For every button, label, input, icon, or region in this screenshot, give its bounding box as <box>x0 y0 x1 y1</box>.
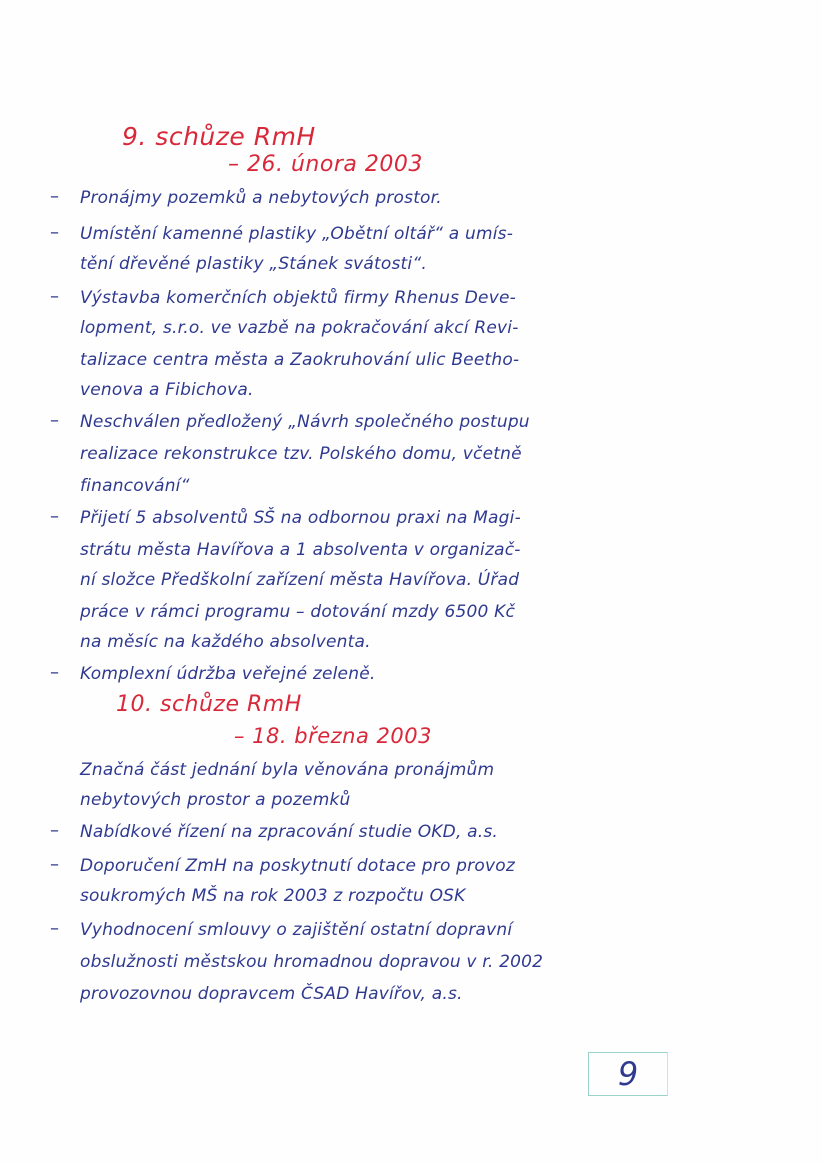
bullet-dash: – <box>50 506 59 527</box>
meeting10-item-2-line-2: soukromých MŠ na rok 2003 z rozpočtu OSK <box>80 886 466 906</box>
bullet-dash: – <box>50 918 59 939</box>
meeting9-date: – 26. února 2003 <box>228 152 423 177</box>
meeting10-title: 10. schůze RmH <box>116 692 302 717</box>
meeting9-item-2-line-2: tění dřevěné plastiky „Stánek svátosti“. <box>80 254 427 274</box>
meeting10-item-3-line-3: provozovnou dopravcem ČSAD Havířov, a.s. <box>80 984 463 1004</box>
meeting9-item-3-line-4: venova a Fibichova. <box>80 380 254 400</box>
meeting9-item-3-line-3: talizace centra města a Zaokruhování ulic Beetho- <box>80 350 520 370</box>
bullet-dash: – <box>50 222 59 243</box>
meeting10-item-3-line-2: obslužnosti městskou hromadnou dopravou v r. 2002 <box>80 952 544 972</box>
meeting10-item-2-line-1: Doporučení ZmH na poskytnutí dotace pro provoz <box>80 856 515 876</box>
bullet-dash: – <box>50 662 59 683</box>
meeting9-item-4-line-3: financování“ <box>80 476 190 496</box>
meeting9-title: 9. schůze RmH <box>122 122 316 151</box>
meeting9-item-5-line-4: práce v rámci programu – dotování mzdy 6500 Kč <box>80 602 516 622</box>
meeting9-item-3-line-2: lopment, s.r.o. ve vazbě na pokračování akcí Revi- <box>80 318 519 338</box>
meeting9-item-4-line-1: Neschválen předložený „Návrh společného postupu <box>80 412 530 432</box>
meeting9-item-5-line-3: ní složce Předškolní zařízení města Havířova. Úřad <box>80 570 520 590</box>
meeting9-item-5-line-2: strátu města Havířova a 1 absolventa v organizač- <box>80 540 521 560</box>
meeting9-item-5-line-1: Přijetí 5 absolventů SŠ na odbornou praxi na Magi- <box>80 508 521 528</box>
bullet-dash: – <box>50 286 59 307</box>
bullet-dash: – <box>50 186 59 207</box>
meeting9-item-2-line-1: Umístění kamenné plastiky „Obětní oltář“ a umís- <box>80 224 514 244</box>
meeting9-item-3-line-1: Výstavba komerčních objektů firmy Rhenus Deve- <box>80 288 516 308</box>
bullet-dash: – <box>50 410 59 431</box>
meeting10-date: – 18. března 2003 <box>234 724 432 748</box>
meeting10-intro-line-1: Značná část jednání byla věnována pronájmům <box>80 760 495 780</box>
page-number: 9 <box>617 1055 639 1093</box>
bullet-dash: – <box>50 820 59 841</box>
meeting10-intro-line-2: nebytových prostor a pozemků <box>80 790 351 810</box>
meeting9-item-1-line-1: Pronájmy pozemků a nebytových prostor. <box>80 188 442 208</box>
meeting10-item-3-line-1: Vyhodnocení smlouvy o zajištění ostatní dopravní <box>80 920 513 940</box>
bullet-dash: – <box>50 854 59 875</box>
page-number-box <box>588 1052 668 1096</box>
meeting10-item-1-line-1: Nabídkové řízení na zpracování studie OKD, a.s. <box>80 822 499 842</box>
meeting9-item-6-line-1: Komplexní údržba veřejné zeleně. <box>80 664 376 684</box>
meeting9-item-5-line-5: na měsíc na každého absolventa. <box>80 632 371 652</box>
meeting9-item-4-line-2: realizace rekonstrukce tzv. Polského domu, včetně <box>80 444 522 464</box>
